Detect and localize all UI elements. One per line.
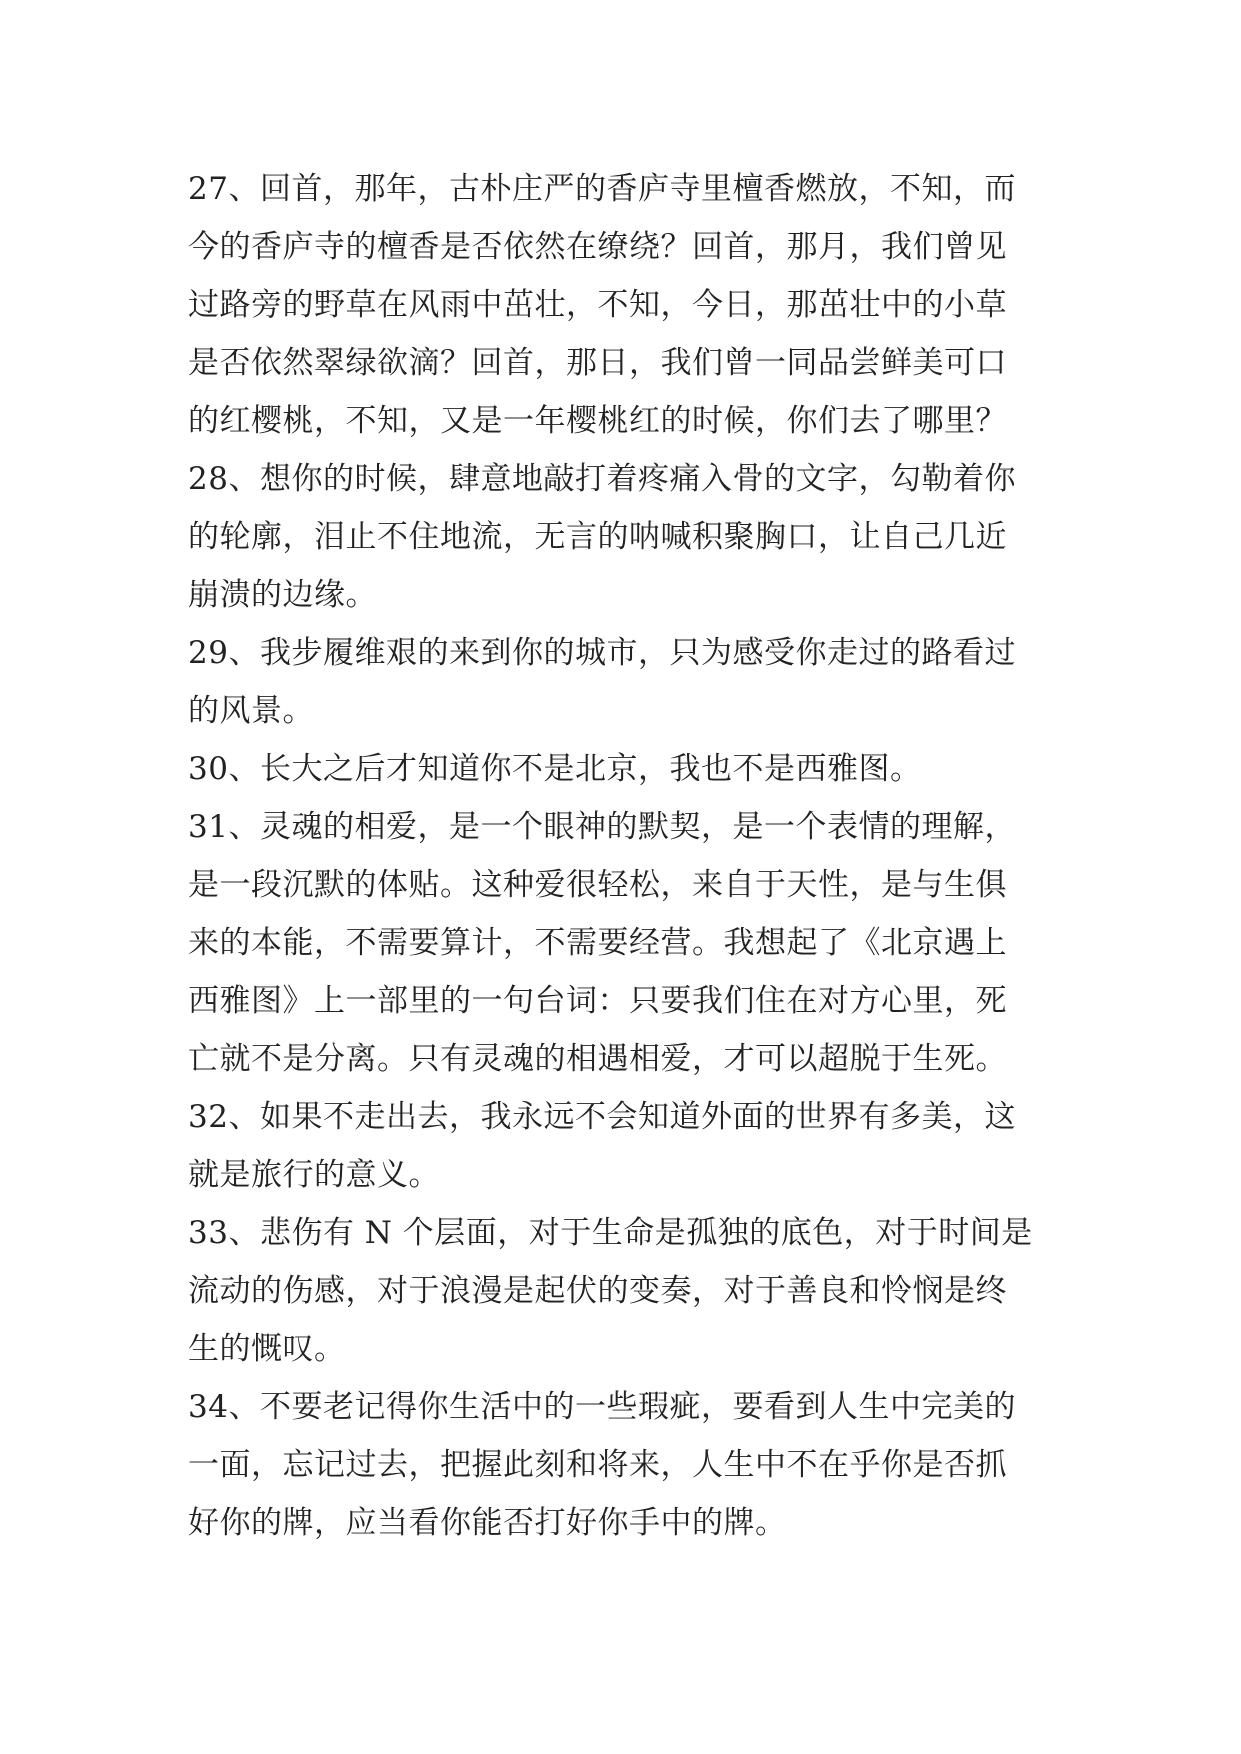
- text-line: 31、灵魂的相爱，是一个眼神的默契，是一个表情的理解，: [188, 809, 1016, 845]
- text-line: 32、如果不走出去，我永远不会知道外面的世界有多美，这: [188, 1099, 1016, 1135]
- text-line: 的红樱桃，不知，又是一年樱桃红的时候，你们去了哪里？: [188, 403, 1007, 439]
- text-line: 的风景。: [188, 693, 314, 729]
- document-body: [188, 160, 1068, 1552]
- text-line: 好你的牌，应当看你能否打好你手中的牌。: [188, 1505, 787, 1541]
- text-line: 生的慨叹。: [188, 1331, 346, 1367]
- text-line: 29、我步履维艰的来到你的城市，只为感受你走过的路看过: [188, 635, 1016, 671]
- text-line: 34、不要老记得你生活中的一些瑕疵，要看到人生中完美的: [188, 1389, 1016, 1425]
- text-line: 27、回首，那年，古朴庄严的香庐寺里檀香燃放，不知，而: [188, 171, 1016, 207]
- text-line: 崩溃的边缘。: [188, 577, 377, 613]
- text-line: 西雅图》上一部里的一句台词：只要我们住在对方心里，死: [188, 983, 1007, 1019]
- text-line: 是一段沉默的体贴。这种爱很轻松，来自于天性，是与生俱: [188, 867, 1007, 903]
- text-line: 过路旁的野草在风雨中茁壮，不知，今日，那茁壮中的小草: [188, 287, 1007, 323]
- text-line: 的轮廓，泪止不住地流，无言的呐喊积聚胸口，让自己几近: [188, 519, 1007, 555]
- text-line: 28、想你的时候，肆意地敲打着疼痛入骨的文字，勾勒着你: [188, 461, 1016, 497]
- text-line: 今的香庐寺的檀香是否依然在缭绕？回首，那月，我们曾见: [188, 229, 1007, 265]
- text-line: 一面，忘记过去，把握此刻和将来，人生中不在乎你是否抓: [188, 1447, 1007, 1483]
- text-line: 流动的伤感，对于浪漫是起伏的变奏，对于善良和怜悯是终: [188, 1273, 1007, 1309]
- text-line: 亡就不是分离。只有灵魂的相遇相爱，才可以超脱于生死。: [188, 1041, 1007, 1077]
- text-line: 33、悲伤有 N 个层面，对于生命是孤独的底色，对于时间是: [188, 1215, 1033, 1251]
- text-line: 是否依然翠绿欲滴？回首，那日，我们曾一同品尝鲜美可口: [188, 345, 1007, 381]
- text-line: 30、长大之后才知道你不是北京，我也不是西雅图。: [188, 751, 922, 787]
- text-line: 来的本能，不需要算计，不需要经营。我想起了《北京遇上: [188, 925, 1007, 961]
- text-line: 就是旅行的意义。: [188, 1157, 440, 1193]
